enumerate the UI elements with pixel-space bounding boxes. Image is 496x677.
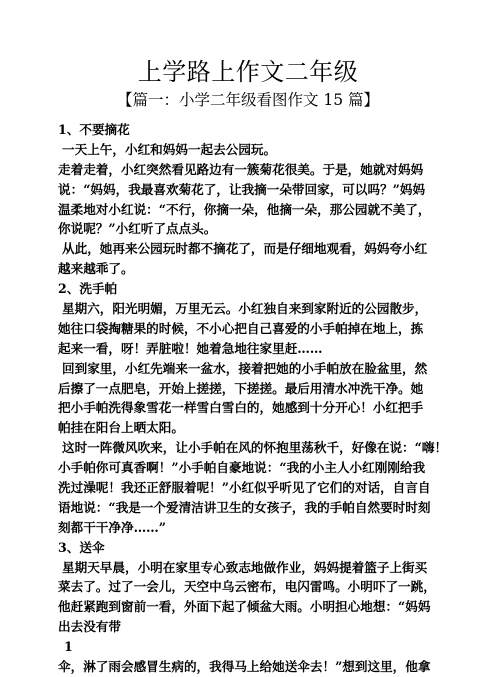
body-line: 说：“妈妈，我最喜欢菊花了，让我摘一朵带回家，可以吗？”妈妈 [58, 181, 426, 197]
body-line: 从此，她再来公园玩时都不摘花了，而是仔细地观看，妈妈夸小红 [62, 241, 428, 257]
body-line: 出去没有带 [58, 619, 121, 635]
body-line: 刻都干干净净……” [58, 519, 166, 535]
body-line: 1、不要摘花 [58, 122, 130, 137]
body-line: 她往口袋掏糖果的时候，不小心把自己喜爱的小手帕掉在地上，拣 [58, 320, 424, 336]
body-line: 3、送伞 [58, 539, 105, 555]
body-line: 一天上午，小红和妈妈一起去公园玩。 [62, 141, 277, 157]
body-line: 后擦了一点肥皂，开始上搓搓，下搓搓。最后用清水冲洗干净。她 [58, 380, 424, 396]
document-subtitle: 【篇一：小学二年级看图作文 15 篇】 [116, 91, 380, 109]
body-line: 这时一阵微风吹来，让小手帕在风的怀抱里荡秋千，好像在说：“嗨！ [62, 440, 448, 456]
document-body [58, 120, 448, 677]
body-line: 2、洗手帕 [58, 281, 118, 297]
body-line: 小手帕你可真香啊！”小手帕自豪地说：“我的小主人小红刚刚给我 [58, 460, 426, 476]
body-line: 语地说：“我是一个爱清洁讲卫生的女孩子，我的手帕自然要时时刻 [58, 499, 431, 515]
body-line: 把小手帕洗得象雪花一样雪白雪白的，她感到十分开心！小红把手 [58, 400, 424, 416]
body-line: 温柔地对小红说：“不行，你摘一朵，他摘一朵，那公园就不美了， [58, 201, 431, 217]
body-line: 起来一看，呀！弄脏啦！她着急地往家里赶…… [58, 340, 323, 356]
body-line: 越来越乖了。 [58, 261, 134, 277]
body-line: 他赶紧跑到窗前一看，外面下起了倾盆大雨。小明担心地想：“妈妈 [58, 599, 431, 615]
document-title: 上学路上作文二年级 [137, 58, 359, 86]
body-line: 星期天早晨，小明在家里专心致志地做作业，妈妈提着篮子上街买 [62, 559, 428, 575]
body-line: 菜去了。过了一会儿，天空中乌云密布，电闪雷鸣。小明吓了一跳， [58, 579, 436, 595]
body-line: 伞，淋了雨会感冒生病的，我得马上给她送伞去！”想到这里，他拿 [58, 659, 431, 675]
body-line: 洗过澡呢！我还正舒服着呢！”小红似乎听见了它们的对话，自言自 [58, 480, 431, 496]
body-line: 帕挂在阳台上晒太阳。 [58, 420, 184, 436]
body-line: 你说呢？”小红听了点点头。 [58, 221, 217, 237]
body-line: 星期六，阳光明媚，万里无云。小红独自来到家附近的公园散步， [62, 301, 428, 317]
page-number: 1 [64, 639, 73, 655]
body-line: 走着走着，小红突然看见路边有一簇菊花很美。于是，她就对妈妈 [58, 161, 424, 177]
body-line: 回到家里，小红先端来一盆水，接着把她的小手帕放在脸盆里，然 [62, 360, 428, 376]
